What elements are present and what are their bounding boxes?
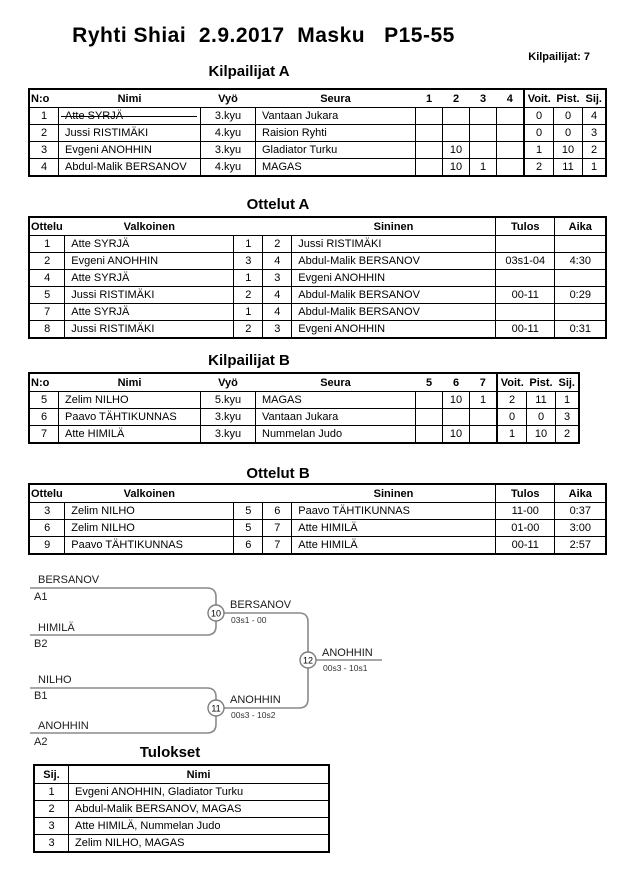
- table-cell: Atte SYRJÄ: [65, 270, 234, 287]
- table-row: [34, 818, 329, 835]
- page-title: Ryhti Shiai 2.9.2017 Masku P15-55: [72, 24, 455, 47]
- table-cell: Zelim NILHO, MAGAS: [69, 835, 330, 853]
- table-cell: Atte SYRJÄ: [59, 108, 201, 125]
- table-cell: Abdul-Malik BERSANOV, MAGAS: [69, 801, 330, 818]
- column-header: Pist.: [527, 373, 556, 392]
- table-cell: 3: [556, 409, 580, 426]
- match-11-score: 00s3 - 10s2: [231, 710, 276, 720]
- bracket-seed-name: BERSANOV: [38, 574, 100, 586]
- table-cell: [497, 142, 525, 159]
- table-cell: [443, 409, 470, 426]
- bracket-seed-code: B2: [34, 638, 48, 650]
- table-cell: 3: [263, 270, 292, 287]
- column-header: Ottelu: [29, 217, 65, 236]
- header-row: [34, 765, 329, 784]
- match-12-winner: ANOHHIN: [322, 647, 373, 659]
- table-cell: 10: [443, 142, 470, 159]
- table-cell: 3.kyu: [201, 409, 256, 426]
- table-cell: 5: [234, 520, 263, 537]
- table-cell: 1: [234, 270, 263, 287]
- match-10-number: 10: [210, 608, 222, 619]
- column-header: Nimi: [59, 373, 201, 392]
- column-header: Aika: [555, 217, 607, 236]
- table-cell: 4: [583, 108, 607, 125]
- table-row: [29, 236, 606, 253]
- table-cell: 0: [554, 108, 583, 125]
- table-cell: 2: [263, 236, 292, 253]
- table-cell: 00-11: [496, 537, 555, 555]
- table-cell: Gladiator Turku: [256, 142, 416, 159]
- bracket-seed-code: A2: [34, 736, 48, 748]
- table-cell: 2: [497, 392, 527, 409]
- pool-b-heading: Kilpailijat B: [208, 352, 290, 369]
- table-cell: 3: [263, 321, 292, 339]
- column-header: [263, 484, 292, 503]
- table-cell: [416, 125, 443, 142]
- table-cell: 0: [497, 409, 527, 426]
- matches-b-table: [28, 483, 607, 555]
- table-row: [29, 287, 606, 304]
- header-row: [29, 217, 606, 236]
- table-cell: 2: [556, 426, 580, 444]
- table-cell: Abdul-Malik BERSANOV: [292, 253, 496, 270]
- table-cell: 3:00: [555, 520, 607, 537]
- pool-a-heading: Kilpailijat A: [208, 63, 290, 80]
- table-row: [29, 520, 606, 537]
- table-cell: [470, 426, 498, 444]
- table-cell: 4: [263, 304, 292, 321]
- table-cell: 3: [583, 125, 607, 142]
- table-cell: 1: [556, 392, 580, 409]
- table-cell: Jussi RISTIMÄKI: [65, 321, 234, 339]
- table-row: [29, 304, 606, 321]
- table-row: [29, 270, 606, 287]
- table-cell: 3.kyu: [201, 142, 256, 159]
- table-cell: 7: [263, 537, 292, 555]
- table-cell: 1: [470, 159, 497, 177]
- table-cell: 5: [29, 392, 59, 409]
- table-cell: 3: [34, 835, 69, 853]
- table-row: [29, 321, 606, 339]
- table-cell: [555, 236, 607, 253]
- table-cell: 01-00: [496, 520, 555, 537]
- table-cell: MAGAS: [256, 392, 416, 409]
- table-cell: [555, 304, 607, 321]
- column-header: 1: [416, 89, 443, 108]
- table-cell: 3.kyu: [201, 108, 256, 125]
- table-cell: [443, 108, 470, 125]
- table-cell: [555, 270, 607, 287]
- table-cell: 3: [29, 142, 59, 159]
- table-cell: 03s1-04: [496, 253, 555, 270]
- table-cell: 4: [263, 287, 292, 304]
- column-header: Sininen: [292, 217, 496, 236]
- table-cell: 9: [29, 537, 65, 555]
- table-cell: 1: [29, 236, 65, 253]
- table-cell: 0: [527, 409, 556, 426]
- table-cell: [470, 142, 497, 159]
- table-cell: [416, 142, 443, 159]
- column-header: 2: [443, 89, 470, 108]
- table-cell: [497, 125, 525, 142]
- column-header: 7: [470, 373, 498, 392]
- table-cell: 1: [497, 426, 527, 444]
- column-header: Ottelu: [29, 484, 65, 503]
- table-cell: 5: [234, 503, 263, 520]
- table-cell: Paavo TÄHTIKUNNAS: [65, 537, 234, 555]
- table-cell: 0: [554, 125, 583, 142]
- column-header: Valkoinen: [65, 484, 234, 503]
- table-row: [34, 835, 329, 853]
- table-cell: Atte SYRJÄ: [65, 304, 234, 321]
- table-cell: 2: [524, 159, 554, 177]
- bracket-line-seed1: [30, 588, 216, 605]
- table-cell: Atte HIMILÄ: [59, 426, 201, 444]
- table-cell: 1: [234, 236, 263, 253]
- table-cell: [496, 304, 555, 321]
- table-cell: 10: [527, 426, 556, 444]
- table-cell: 4: [29, 270, 65, 287]
- table-cell: Abdul-Malik BERSANOV: [59, 159, 201, 177]
- table-cell: 0:29: [555, 287, 607, 304]
- column-header: N:o: [29, 89, 59, 108]
- table-row: [29, 159, 606, 177]
- match-10-winner: BERSANOV: [230, 599, 292, 611]
- table-cell: 7: [263, 520, 292, 537]
- table-cell: Atte HIMILÄ: [292, 537, 496, 555]
- column-header: [263, 217, 292, 236]
- table-cell: [470, 409, 498, 426]
- table-cell: 1: [583, 159, 607, 177]
- match-12-score: 00s3 - 10s1: [323, 663, 368, 673]
- table-cell: 1: [470, 392, 498, 409]
- table-cell: [416, 159, 443, 177]
- table-cell: 7: [29, 426, 59, 444]
- table-cell: 6: [29, 520, 65, 537]
- table-cell: Raision Ryhti: [256, 125, 416, 142]
- table-cell: Evgeni ANOHHIN, Gladiator Turku: [69, 784, 330, 801]
- table-row: [29, 426, 579, 444]
- table-cell: Jussi RISTIMÄKI: [59, 125, 201, 142]
- header-row: [29, 484, 606, 503]
- table-cell: Vantaan Jukara: [256, 108, 416, 125]
- table-cell: Paavo TÄHTIKUNNAS: [292, 503, 496, 520]
- table-cell: Nummelan Judo: [256, 426, 416, 444]
- column-header: [234, 217, 263, 236]
- table-cell: 7: [29, 304, 65, 321]
- table-cell: [416, 108, 443, 125]
- header-row: [29, 373, 579, 392]
- match-10-score: 03s1 - 00: [231, 615, 267, 625]
- table-cell: Zelim NILHO: [65, 503, 234, 520]
- table-cell: 1: [234, 304, 263, 321]
- table-cell: 4: [29, 159, 59, 177]
- table-cell: Atte HIMILÄ: [292, 520, 496, 537]
- table-cell: 3: [34, 818, 69, 835]
- match-12-number: 12: [302, 655, 314, 666]
- table-cell: [416, 392, 443, 409]
- table-cell: 0:37: [555, 503, 607, 520]
- table-cell: 3: [234, 253, 263, 270]
- results-table: [33, 764, 330, 853]
- table-cell: MAGAS: [256, 159, 416, 177]
- table-row: [34, 784, 329, 801]
- table-cell: 0: [524, 125, 554, 142]
- table-cell: [497, 108, 525, 125]
- table-cell: Evgeni ANOHHIN: [292, 321, 496, 339]
- table-row: [29, 503, 606, 520]
- table-cell: Zelim NILHO: [59, 392, 201, 409]
- table-cell: 00-11: [496, 287, 555, 304]
- table-cell: Evgeni ANOHHIN: [292, 270, 496, 287]
- table-cell: 0:31: [555, 321, 607, 339]
- table-cell: [443, 125, 470, 142]
- column-header: Pist.: [554, 89, 583, 108]
- matches-a-table: [28, 216, 607, 339]
- table-cell: 2: [234, 321, 263, 339]
- table-cell: Paavo TÄHTIKUNNAS: [59, 409, 201, 426]
- table-cell: [470, 108, 497, 125]
- column-header: Seura: [256, 89, 416, 108]
- column-header: Nimi: [69, 765, 330, 784]
- match-11-winner: ANOHHIN: [230, 694, 281, 706]
- table-cell: 1: [34, 784, 69, 801]
- column-header: Sininen: [292, 484, 496, 503]
- table-row: [29, 108, 606, 125]
- table-cell: [416, 426, 443, 444]
- results-heading: Tulokset: [139, 744, 201, 761]
- bracket-seed-name: HIMILÄ: [38, 622, 75, 634]
- table-cell: Atte HIMILÄ, Nummelan Judo: [69, 818, 330, 835]
- column-header: [234, 484, 263, 503]
- table-cell: [497, 159, 525, 177]
- table-cell: 10: [443, 392, 470, 409]
- table-cell: 2: [234, 287, 263, 304]
- bracket-seed-name: NILHO: [38, 674, 72, 686]
- table-cell: Jussi RISTIMÄKI: [292, 236, 496, 253]
- table-row: [34, 801, 329, 818]
- table-cell: 10: [554, 142, 583, 159]
- matches-b-heading: Ottelut B: [246, 465, 310, 482]
- table-cell: 4: [263, 253, 292, 270]
- table-cell: 5: [29, 287, 65, 304]
- table-cell: Zelim NILHO: [65, 520, 234, 537]
- table-row: [29, 537, 606, 555]
- table-cell: 0: [524, 108, 554, 125]
- table-row: [29, 125, 606, 142]
- column-header: Voit.: [524, 89, 554, 108]
- column-header: 3: [470, 89, 497, 108]
- table-cell: [496, 236, 555, 253]
- column-header: Nimi: [59, 89, 201, 108]
- pool-b-table: [28, 372, 580, 444]
- table-cell: 6: [234, 537, 263, 555]
- table-row: [29, 253, 606, 270]
- pool-a-table: [28, 88, 607, 177]
- table-cell: 11: [527, 392, 556, 409]
- bracket-seed-code: A1: [34, 591, 48, 603]
- table-cell: 2: [34, 801, 69, 818]
- table-cell: Abdul-Malik BERSANOV: [292, 304, 496, 321]
- table-cell: 4:30: [555, 253, 607, 270]
- table-cell: 6: [263, 503, 292, 520]
- table-cell: 10: [443, 426, 470, 444]
- table-cell: [470, 125, 497, 142]
- table-cell: 10: [443, 159, 470, 177]
- table-cell: 3: [29, 503, 65, 520]
- table-cell: 8: [29, 321, 65, 339]
- bracket-line-seed3: [30, 688, 216, 700]
- column-header: Seura: [256, 373, 416, 392]
- table-cell: Evgeni ANOHHIN: [59, 142, 201, 159]
- table-cell: 1: [524, 142, 554, 159]
- table-cell: 00-11: [496, 321, 555, 339]
- table-cell: 5.kyu: [201, 392, 256, 409]
- table-cell: 6: [29, 409, 59, 426]
- table-cell: 2: [583, 142, 607, 159]
- column-header: Vyö: [201, 373, 256, 392]
- table-cell: 2: [29, 125, 59, 142]
- table-cell: 11-00: [496, 503, 555, 520]
- table-cell: 4.kyu: [201, 159, 256, 177]
- table-cell: Abdul-Malik BERSANOV: [292, 287, 496, 304]
- table-cell: 11: [554, 159, 583, 177]
- table-cell: 2:57: [555, 537, 607, 555]
- table-row: [29, 142, 606, 159]
- table-row: [29, 392, 579, 409]
- column-header: 4: [497, 89, 525, 108]
- bracket-seed-code: B1: [34, 690, 48, 702]
- table-cell: Jussi RISTIMÄKI: [65, 287, 234, 304]
- matches-a-heading: Ottelut A: [246, 196, 310, 213]
- column-header: Aika: [555, 484, 607, 503]
- column-header: Voit.: [497, 373, 527, 392]
- bracket-seed-name: ANOHHIN: [38, 720, 89, 732]
- table-cell: Evgeni ANOHHIN: [65, 253, 234, 270]
- column-header: Sij.: [583, 89, 607, 108]
- table-cell: Atte SYRJÄ: [65, 236, 234, 253]
- match-11-number: 11: [211, 703, 221, 714]
- column-header: Tulos: [496, 217, 555, 236]
- table-cell: [416, 409, 443, 426]
- table-cell: Vantaan Jukara: [256, 409, 416, 426]
- column-header: Tulos: [496, 484, 555, 503]
- table-cell: 1: [29, 108, 59, 125]
- table-cell: 3.kyu: [201, 426, 256, 444]
- column-header: Valkoinen: [65, 217, 234, 236]
- column-header: N:o: [29, 373, 59, 392]
- competitors-count: Kilpailijat: 7: [528, 51, 590, 63]
- medal-bracket: [0, 560, 440, 760]
- column-header: 6: [443, 373, 470, 392]
- table-cell: [496, 270, 555, 287]
- header-row: [29, 89, 606, 108]
- column-header: 5: [416, 373, 443, 392]
- table-cell: 4.kyu: [201, 125, 256, 142]
- table-row: [29, 409, 579, 426]
- column-header: Sij.: [556, 373, 580, 392]
- table-cell: 2: [29, 253, 65, 270]
- column-header: Sij.: [34, 765, 69, 784]
- column-header: Vyö: [201, 89, 256, 108]
